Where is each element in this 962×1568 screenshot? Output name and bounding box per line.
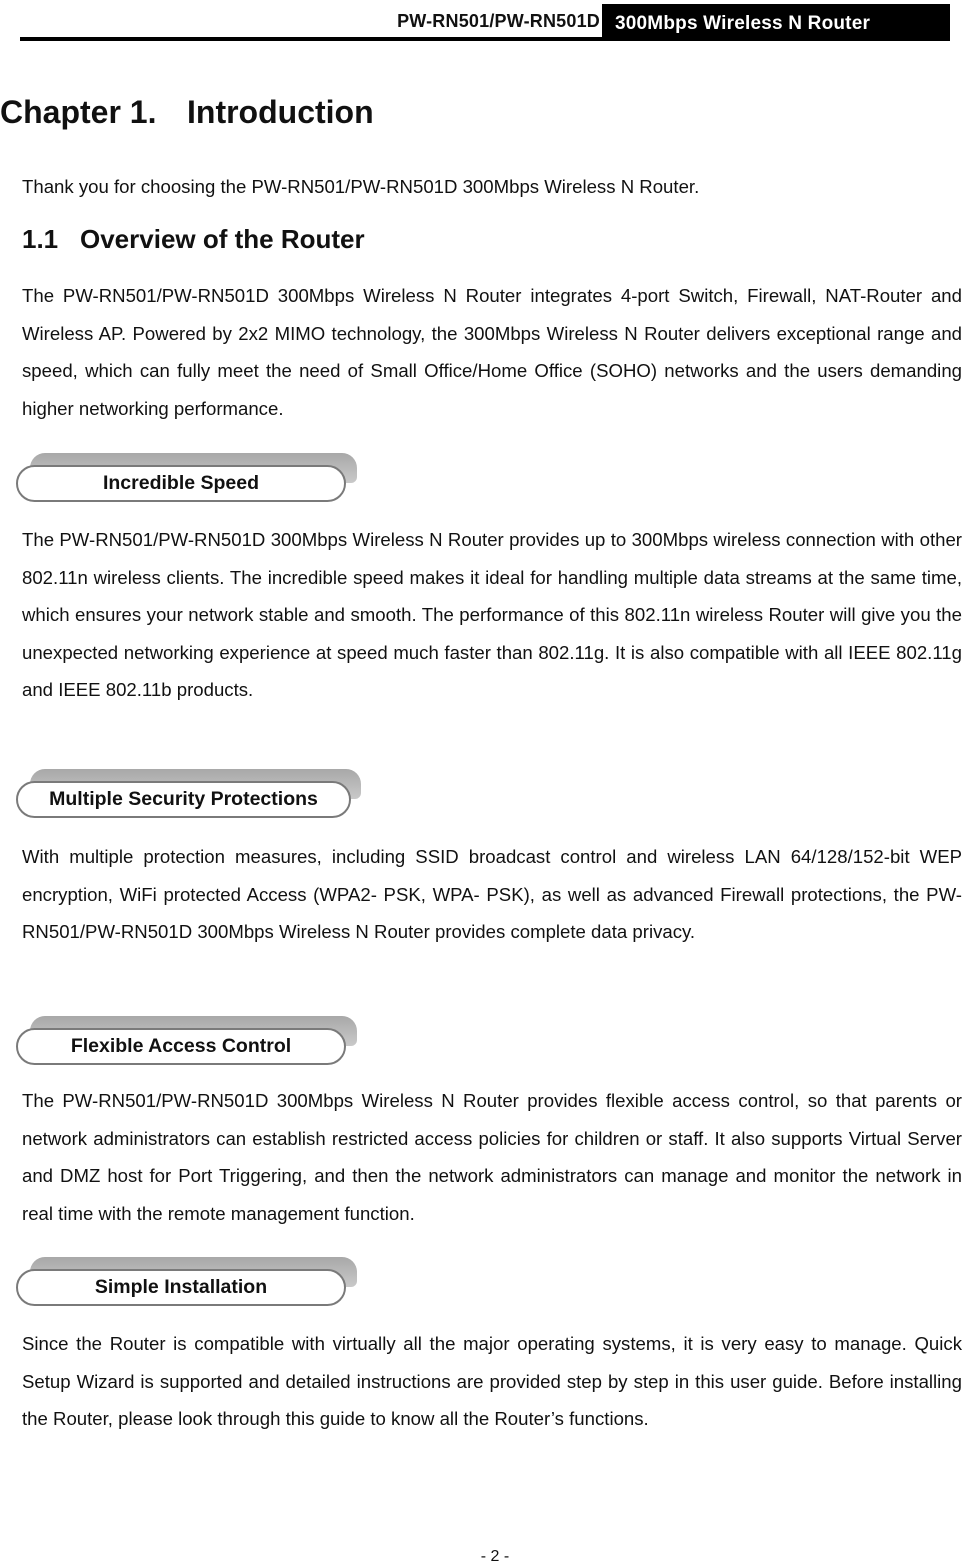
feature-tab-multiple-security: [16, 769, 366, 829]
feature-tab-flexible-access: [16, 1016, 361, 1076]
feature-label: Incredible Speed: [16, 465, 346, 502]
section-heading: [22, 224, 365, 255]
chapter-number: Chapter 1.: [0, 94, 157, 130]
header-product-title: 300Mbps Wireless N Router: [602, 4, 950, 41]
chapter-title: Introduction: [187, 94, 374, 130]
section-number: 1.1: [22, 224, 59, 254]
feature-paragraph-simple-installation: Since the Router is compatible with virtually all the major operating systems, it is very easy to manage. Quick Setup Wizard is supported and detailed instructions are provided step by step in this user guide. Before installing the Router, please look through this guide to know all the Router’s functions.: [22, 1333, 962, 1429]
feature-tab-incredible-speed: [16, 453, 361, 513]
feature-paragraph-flexible-access: The PW-RN501/PW-RN501D 300Mbps Wireless N Router provides flexible access control, so that parents or network administrators can establish restricted access policies for children or staff. It also supports Virtual Server and DMZ host for Port Triggering, and then the network administrators can manage and monitor the network in real time with the remote management function.: [22, 1090, 962, 1224]
feature-label: Simple Installation: [16, 1269, 346, 1306]
page-number: - 2 -: [480, 1548, 510, 1565]
header-rule: [20, 37, 950, 41]
feature-label: Flexible Access Control: [16, 1028, 346, 1065]
chapter-heading: [0, 94, 374, 131]
feature-paragraph-multiple-security: With multiple protection measures, including SSID broadcast control and wireless LAN 64/128/152-bit WEP encryption, WiFi protected Access (WPA2- PSK, WPA- PSK), as well as advanced Firewall protections, the PW-RN501/PW-RN501D 300Mbps Wireless N Router provides complete data privacy.: [22, 846, 962, 942]
feature-label: Multiple Security Protections: [16, 781, 351, 818]
intro-paragraph: Thank you for choosing the PW-RN501/PW-RN501D 300Mbps Wireless N Router.: [22, 176, 700, 197]
feature-paragraph-incredible-speed: The PW-RN501/PW-RN501D 300Mbps Wireless N Router provides up to 300Mbps wireless connection with other 802.11n wireless clients. The incredible speed makes it ideal for handling multiple data streams at the same time, which ensures your network stable and smooth. The performance of this 802.11n wireless Router will give you the unexpected networking experience at speed much faster than 802.11g. It is also compatible with all IEEE 802.11g and IEEE 802.11b products.: [22, 529, 962, 700]
feature-tab-simple-installation: [16, 1257, 361, 1317]
section-title: Overview of the Router: [80, 224, 365, 254]
header-model-name: PW-RN501/PW-RN501D: [397, 11, 600, 31]
overview-paragraph: The PW-RN501/PW-RN501D 300Mbps Wireless N Router integrates 4-port Switch, Firewall, NAT-Router and Wireless AP. Powered by 2x2 MIMO technology, the 300Mbps Wireless N Router delivers exceptional range and speed, which can fully meet the need of Small Office/Home Office (SOHO) networks and the users demanding higher networking performance.: [22, 285, 962, 419]
